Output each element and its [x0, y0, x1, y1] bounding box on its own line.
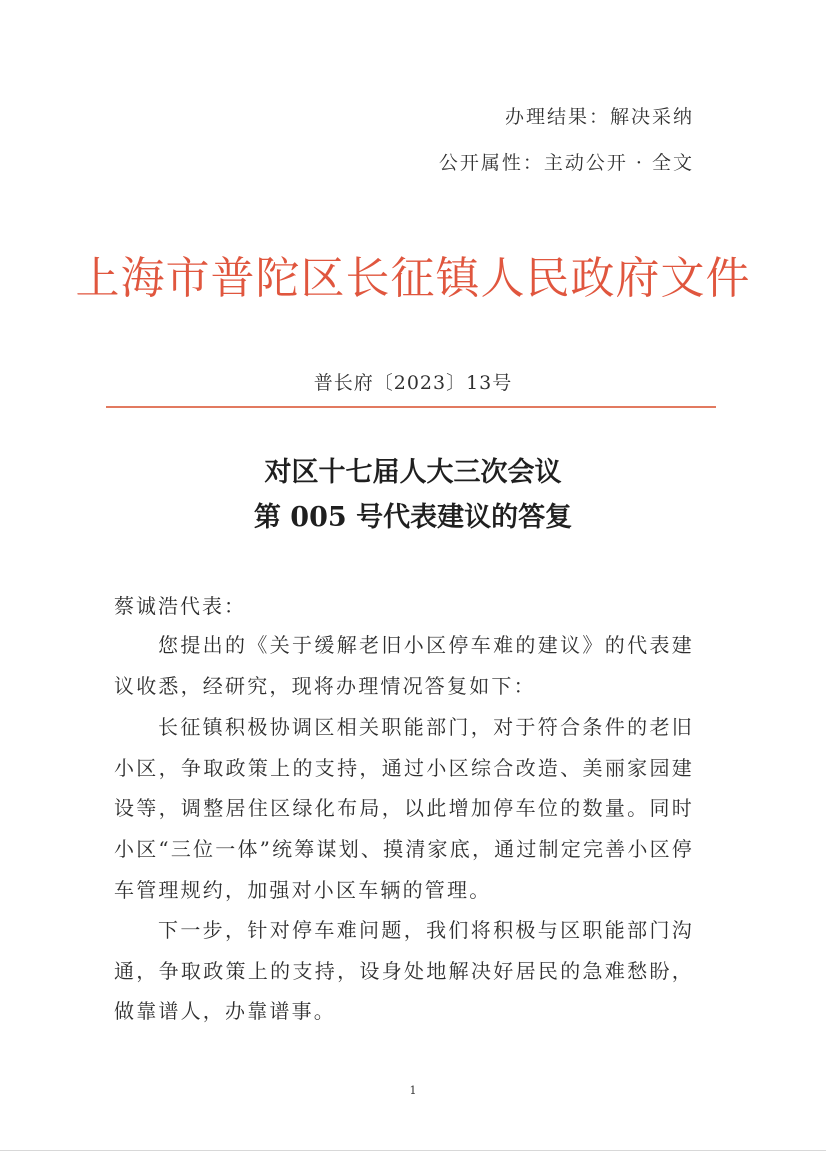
handling-result: 办理结果：解决采纳 [504, 106, 694, 128]
paragraph-text: 下一步，针对停车难问题，我们将积极与区职能部门沟通，争取政策上的支持，设身处地解决好居民的急难愁盼，做靠谱人，办靠谱事。 [114, 918, 694, 1024]
page-number: 1 [409, 1084, 417, 1097]
reply-title-line-1: 对区十七届人大三次会议 [264, 457, 562, 488]
body-paragraph [114, 707, 694, 911]
issuing-authority-title: 上海市普陀区长征镇人民政府文件 [75, 253, 751, 304]
red-separator-line [106, 406, 716, 408]
paragraph-text: 长征镇积极协调区相关职能部门，对于符合条件的老旧小区，争取政策上的支持，通过小区综合改造、美丽家园建设等，调整居住区绿化布局，以此增加停车位的数量。同时小区“三位一体”统筹谋划、摸清家底，通过制定完善小区停车管理规约，加强对小区车辆的管理。 [114, 715, 694, 902]
salutation: 蔡诚浩代表： [114, 594, 246, 618]
scan-edge-line [0, 1150, 826, 1151]
document-number: 普长府〔2023〕13号 [313, 372, 513, 394]
body-paragraph [114, 625, 694, 706]
reply-title-line-2: 第 005 号代表建议的答复 [253, 502, 573, 533]
body-paragraph [114, 910, 694, 1032]
disclosure-attribute: 公开属性：主动公开 · 全文 [438, 152, 694, 174]
paragraph-text: 您提出的《关于缓解老旧小区停车难的建议》的代表建议收悉，经研究，现将办理情况答复如下： [114, 633, 694, 698]
